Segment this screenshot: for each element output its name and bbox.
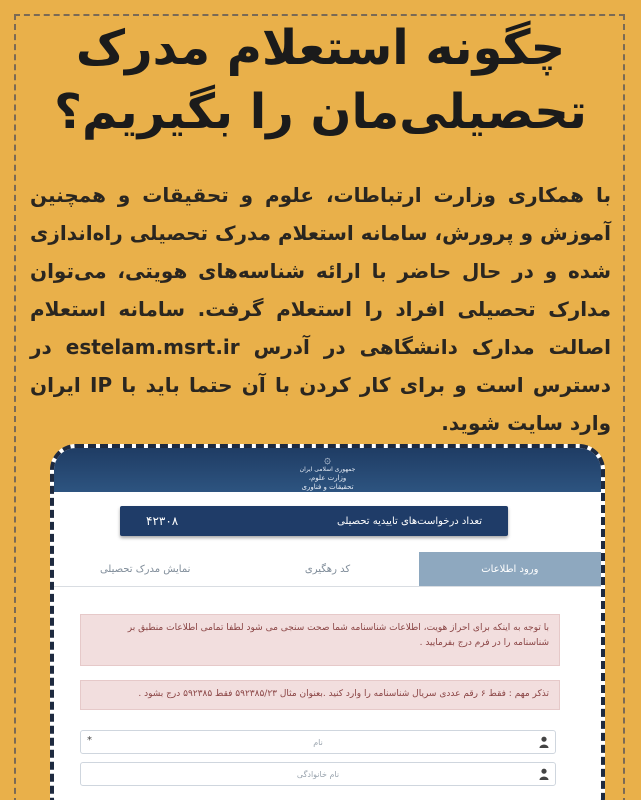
emblem-icon: ۞ xyxy=(323,452,332,466)
request-count-value: ۴۲۳۰۸ xyxy=(146,514,179,528)
tab-data-entry[interactable]: ورود اطلاعات xyxy=(419,552,601,586)
last-name-placeholder: نام خانوادگی xyxy=(296,769,340,779)
tab-show-certificate[interactable]: نمایش مدرک تحصیلی xyxy=(54,552,236,586)
serial-warning: تذکر مهم : فقط ۶ رقم عددی سریال شناسنامه را وارد کنید .بعنوان مثال ۵۹۲۳۸۵/۲۳ فقط ۵۹۲۳۸۵ درج بشود . xyxy=(80,680,560,710)
site-address: estelam.msrt.ir xyxy=(65,335,240,359)
user-icon xyxy=(539,768,549,780)
poster-title: چگونه استعلام مدرک تحصیلی‌مان را بگیریم؟ xyxy=(54,20,587,140)
first-name-field[interactable] xyxy=(80,730,556,754)
last-name-field[interactable] xyxy=(80,762,556,786)
request-count-label: تعداد درخواست‌های تاییدیه تحصیلی xyxy=(337,515,482,527)
first-name-placeholder: نام xyxy=(313,737,323,747)
website-screenshot xyxy=(50,444,605,800)
site-header xyxy=(54,448,601,492)
user-icon xyxy=(539,736,549,748)
ministry-logo xyxy=(298,452,358,491)
logo-line2: وزارت علوم، تحقیقات و فناوری xyxy=(301,474,354,491)
identity-notice: با توجه به اینکه برای احراز هویت، اطلاعات شناسنامه شما صحت سنجی می شود لطفا تمامی اطلاعات منطبق بر شناسنامه را در فرم درج بفرمایید . xyxy=(80,614,560,666)
body-text-after-site: در دسترس است و برای کار کردن با آن حتما باید با IP ایران وارد سایت شوید. xyxy=(30,335,611,435)
request-count-bar xyxy=(120,506,508,536)
tab-bar xyxy=(54,552,601,587)
logo-line1: جمهوری اسلامی ایران xyxy=(299,466,356,473)
poster-body-text xyxy=(30,176,611,442)
required-mark: * xyxy=(87,735,92,746)
tab-tracking-code[interactable]: کد رهگیری xyxy=(236,552,418,586)
body-text-before-site: با همکاری وزارت ارتباطات، علوم و تحقیقات و همچنین آموزش و پرورش، سامانه استعلام مدرک تحصیلی راه‌اندازی شده و در حال حاضر با ارائه شناسه‌های هویتی، می‌توان مدارک تحصیلی افراد را استعلام گرفت. سامانه استعلام اصالت مدارک دانشگاهی در آدرس xyxy=(30,183,611,359)
